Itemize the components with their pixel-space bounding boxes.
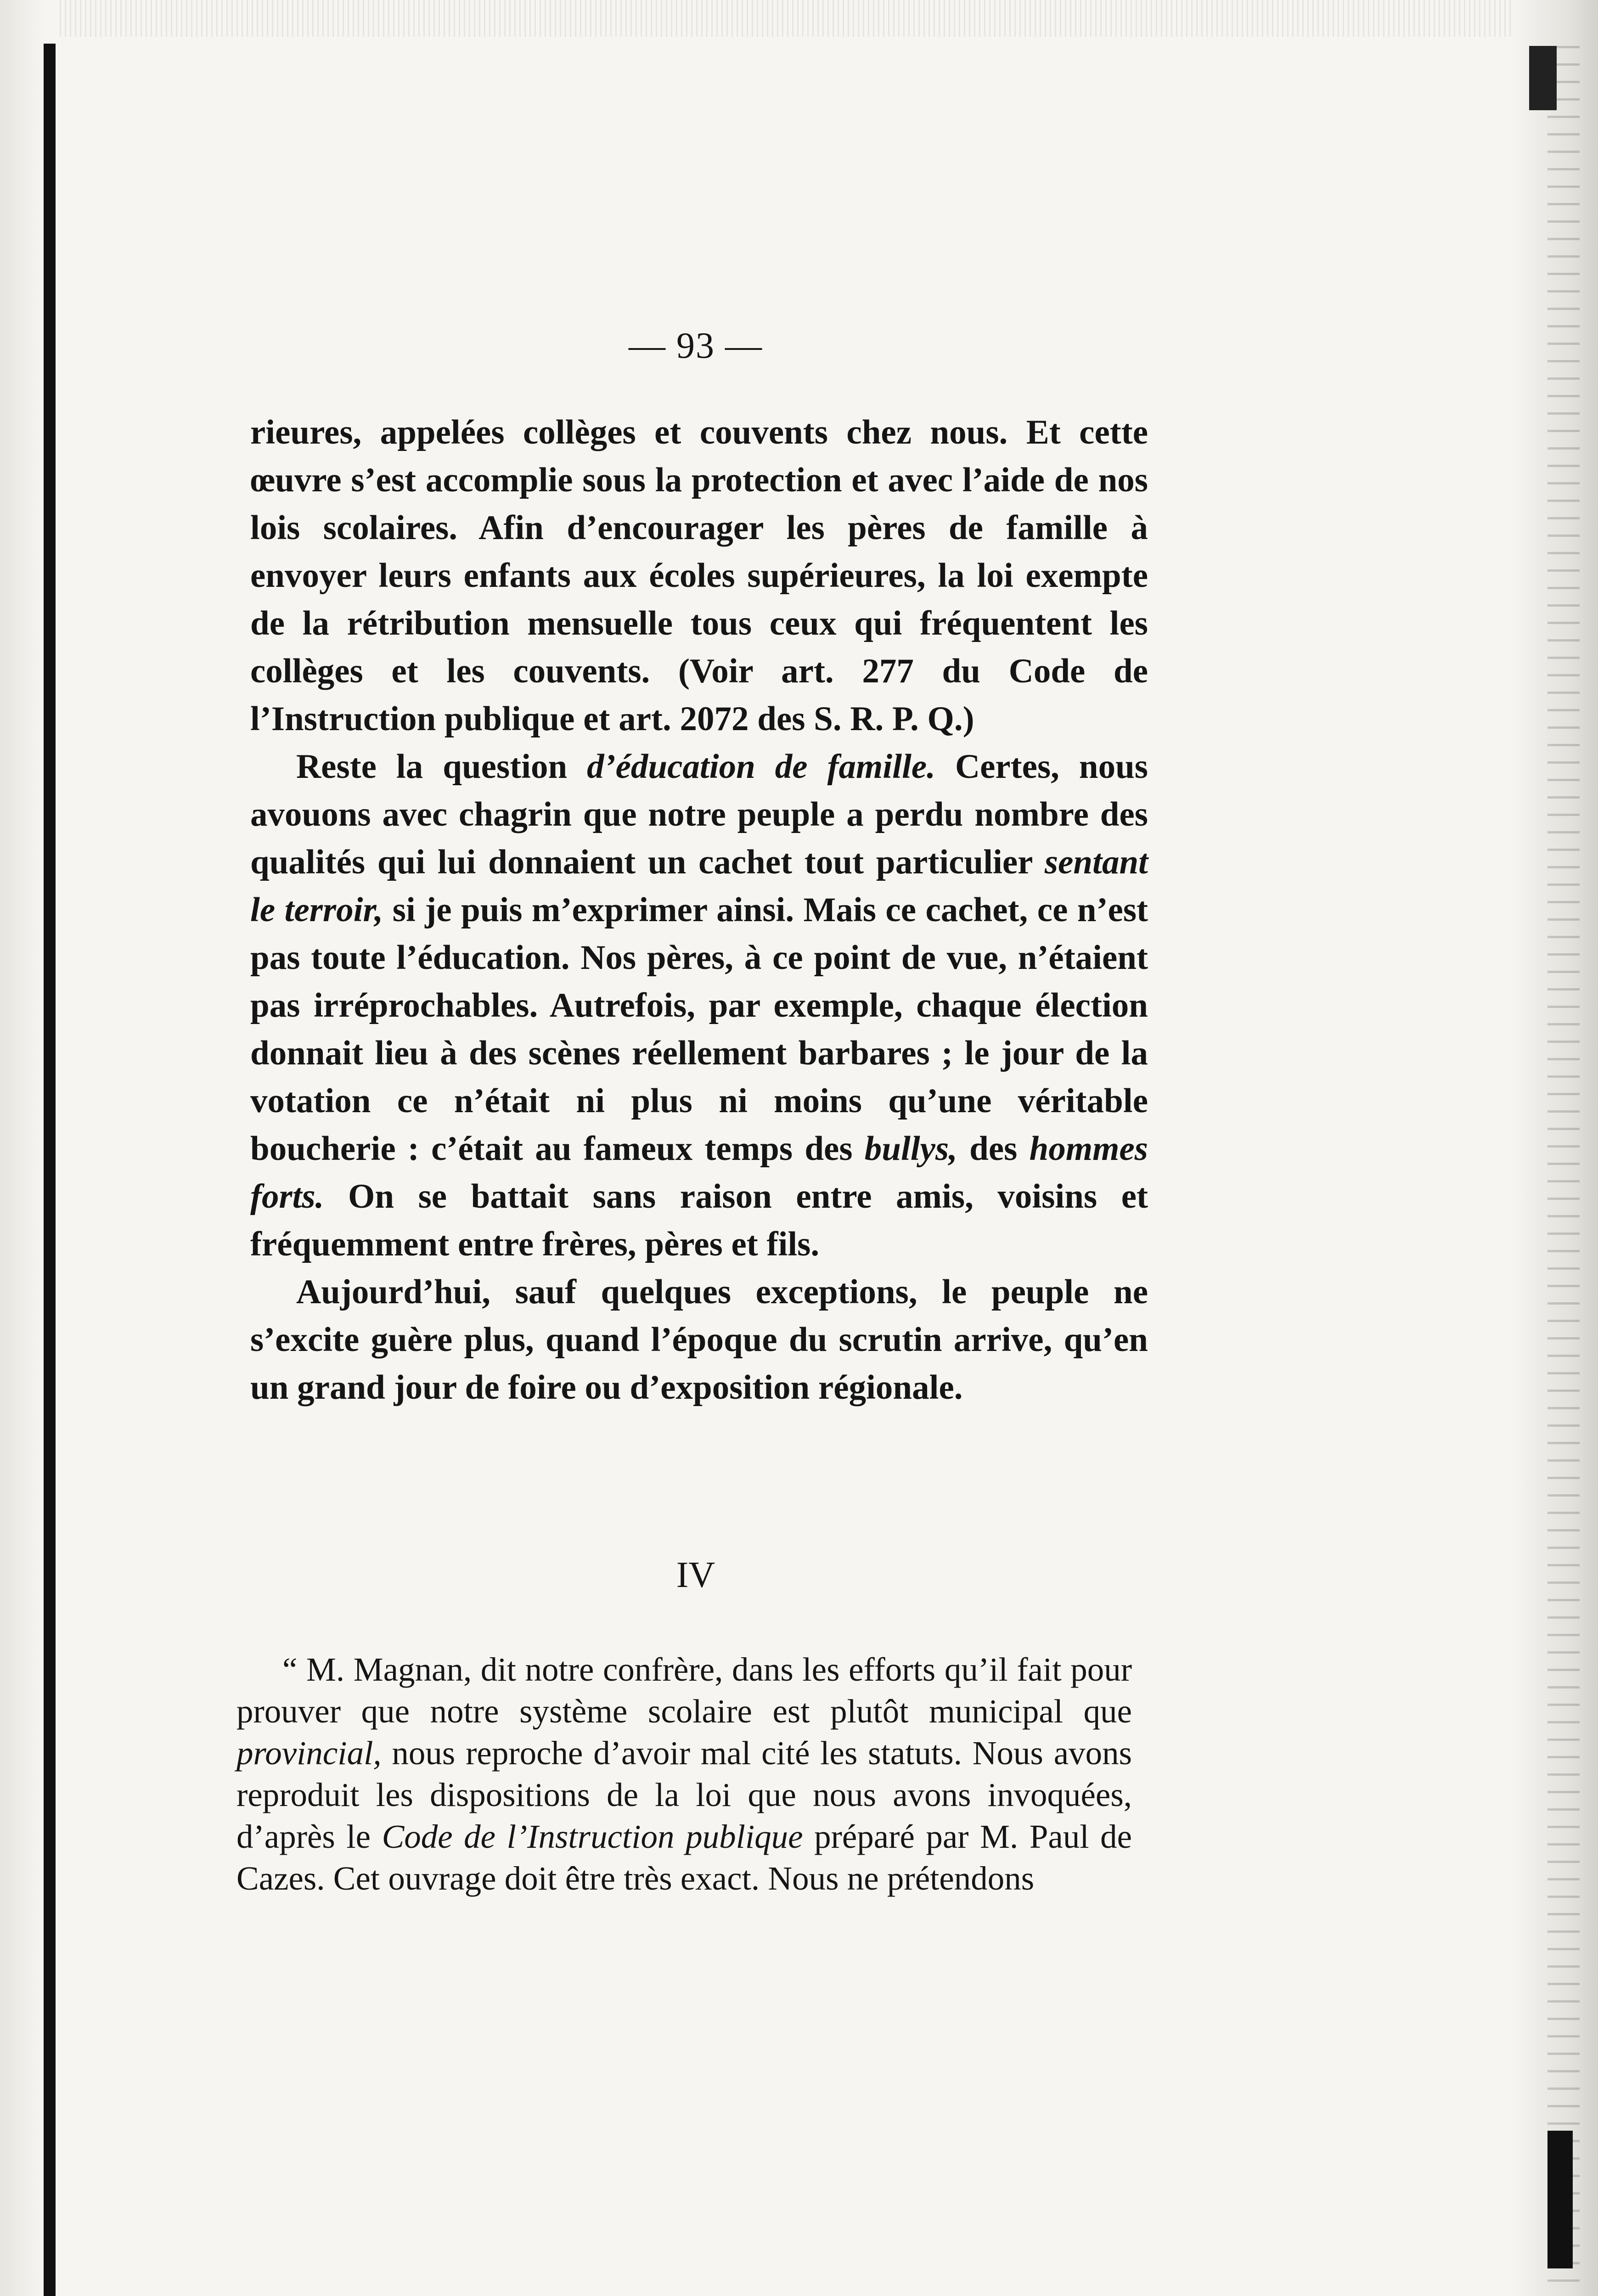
section-heading: IV <box>676 1555 715 1595</box>
text-span: des <box>957 1130 1030 1168</box>
paragraph-4 <box>236 1649 1132 1899</box>
scan-top-right-mark <box>1529 46 1557 110</box>
scan-right-edge-noise <box>1547 46 1580 2296</box>
text-span: si je puis m’exprimer ainsi. Mais ce cachet, ce n’est pas toute l’éducation. Nos pères, à ce point de vue, n’étaient pas irréprochables. Autrefois, par exemple, chaque élection donnait lieu à des scènes réellement barbares ; le jour de la votation ce n’était ni plus ni moins qu’une véritable boucherie : c’était au fameux temps des <box>250 891 1148 1168</box>
text-span: préparé par M. Paul de Cazes. Cet ouvrage doit être très exact. Nous ne prétendons <box>236 1818 1132 1897</box>
page-number: — 93 — <box>629 326 763 366</box>
text-span: Aujourd’hui, sauf quelques exceptions, le peuple ne s’excite guère plus, quand l’époque du scrutin arrive, qu’en un grand jour de foire ou d’exposition régionale. <box>250 1273 1148 1407</box>
text-span: “ M. Magnan, dit notre confrère, dans les efforts qu’il fait pour prouver que notre système scolaire est plutôt municipal que <box>236 1651 1132 1730</box>
paragraph-2 <box>250 743 1148 1268</box>
text-span: On se battait sans raison entre amis, voisins et fréquemment entre frères, pères et fils. <box>250 1177 1148 1263</box>
text-span: nous reproche d’avoir mal cité les statuts. Nous avons reproduit les dispositions de la loi que nous avons invoquées, d’après le <box>236 1734 1132 1855</box>
italic-text: Code de l’Instruction publique <box>382 1818 803 1855</box>
italic-text: d’éducation de famille. <box>587 748 935 786</box>
italic-text: bullys, <box>864 1130 957 1168</box>
italic-text: provincial, <box>236 1734 382 1772</box>
italic-text: hommes forts. <box>250 1130 1148 1216</box>
paragraph-1 <box>250 409 1148 743</box>
section-2-body <box>236 1649 1132 1899</box>
scan-top-noise <box>60 0 1529 37</box>
scan-bottom-right-mark <box>1547 2131 1573 2268</box>
italic-text: sentant le terroir, <box>250 843 1148 929</box>
paragraph-3 <box>250 1268 1148 1412</box>
text-span: Reste la question <box>296 748 587 786</box>
text-span: rieures, appelées collèges et couvents chez nous. Et cette œuvre s’est accomplie sous la protection et avec l’aide de nos lois scolaires. Afin d’encourager les pères de famille à envoyer leurs enfants aux écoles supérieures, la loi exempte de la rétribution mensuelle tous ceux qui fréquentent les collèges et les couvents. (Voir art. 277 du Code de l’Instruction publique et art. 2072 des S. R. P. Q.) <box>250 413 1148 738</box>
text-span: Certes, nous avouons avec chagrin que notre peuple a perdu nombre des qualités qui lui donnaient un cachet tout particulier <box>250 748 1148 881</box>
section-1-body <box>250 409 1148 1412</box>
book-binding-edge <box>44 44 56 2296</box>
